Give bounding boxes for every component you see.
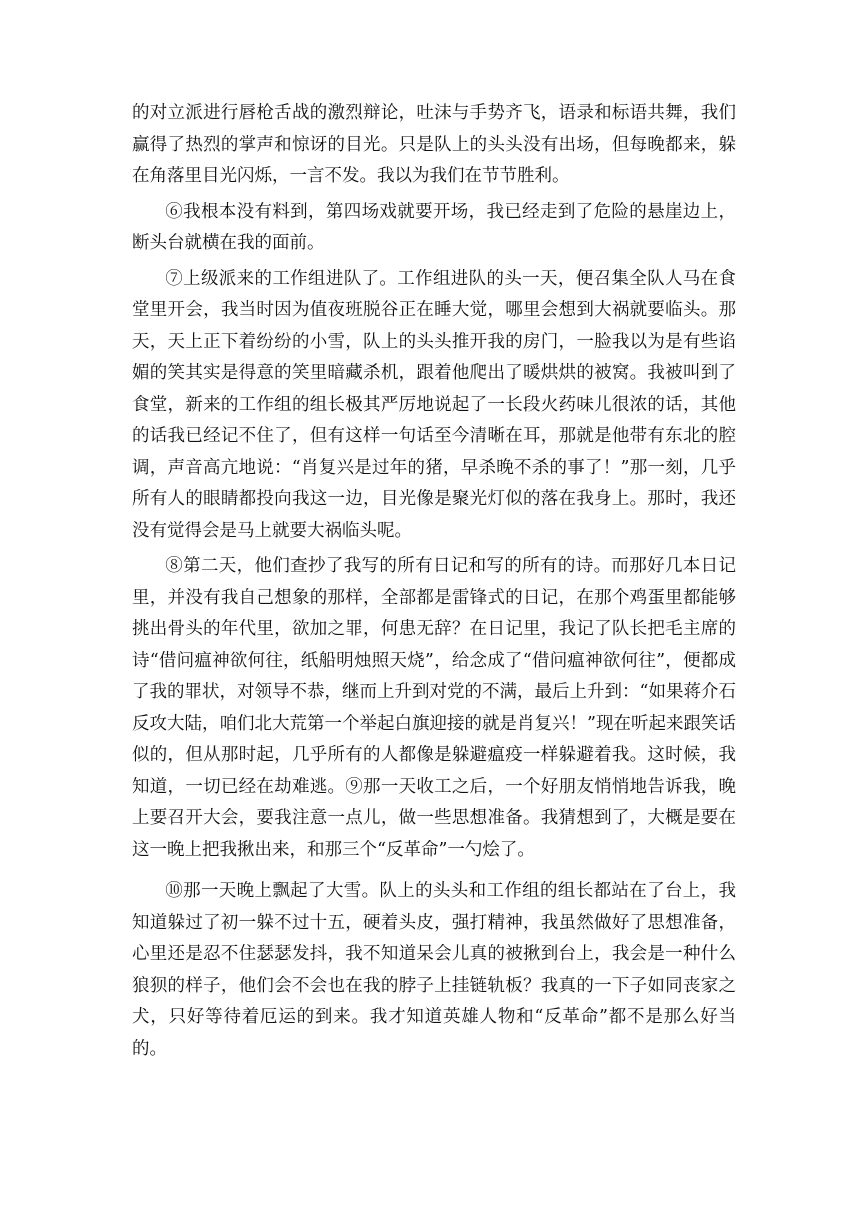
paragraph-10: ⑩那一天晚上飘起了大雪。队上的头头和工作组的组长都站在了台上，我知道躲过了初一躲不过十五，硬着头皮，强打精神，我虽然做好了思想准备，心里还是忍不住瑟瑟发抖，我不知道呆会儿真的被揪到台上，我会是一种什么狼狈的样子，他们会不会也在我的脖子上挂链轨板？我真的一下子如同丧家之犬，只好等待着厄运的到来。我才知道英雄人物和“反革命”都不是那么好当的。 (132, 881, 736, 1059)
paragraph-8-9: ⑧第二天，他们查抄了我写的所有日记和写的所有的诗。而那好几本日记里，并没有我自己想象的那样，全部都是雷锋式的日记，在那个鸡蛋里都能够挑出骨头的年代里，欲加之罪，何患无辞？在日记里，我记了队长把毛主席的诗“借问瘟神欲何往，纸船明烛照天烧”，给念成了“借问瘟神欲何往”，便都成了我的罪状，对领导不恭，继而上升到对党的不满，最后上升到：“如果蒋介石反攻大陆，咱们北大荒第一个举起白旗迎接的就是肖复兴！”现在听起来跟笑话似的，但从那时起，几乎所有的人都像是躲避瘟疫一样躲避着我。这时候，我知道，一切已经在劫难逃。⑨那一天收工之后，一个好朋友悄悄地告诉我，晚上要召开大会，要我注意一点儿，做一些思想准备。我猜想到了，大概是要在这一晚上把我揪出来，和那三个“反革命”一勺烩了。 (132, 556, 736, 860)
article-body (132, 98, 736, 1069)
paragraph-7: ⑦上级派来的工作组进队了。工作组进队的头一天，便召集全队人马在食堂里开会，我当时因为值夜班脱谷正在睡大觉，哪里会想到大祸就要临头。那天，天上正下着纷纷的小雪，队上的头头推开我的房门，一脸我以为是有些谄媚的笑其实是得意的笑里暗藏杀机，跟着他爬出了暖烘烘的被窝。我被叫到了食堂，新来的工作组的组长极其严厉地说起了一长段火药味儿很浓的话，其他的话我已经记不住了，但有这样一句话至今清晰在耳，那就是他带有东北的腔调，声音高亢地说：“肖复兴是过年的猪，早杀晚不杀的事了！”那一刻，几乎所有人的眼睛都投向我这一边，目光像是聚光灯似的落在我身上。那时，我还没有觉得会是马上就要大祸临头呢。 (132, 268, 736, 541)
paragraph-continuation: 的对立派进行唇枪舌战的激烈辩论，吐沫与手势齐飞，语录和标语共舞，我们赢得了热烈的掌声和惊讶的目光。只是队上的头头没有出场，但每晚都来，躲在角落里目光闪烁，一言不发。我以为我们在节节胜利。 (132, 103, 736, 186)
paragraph-6: ⑥我根本没有料到，第四场戏就要开场，我已经走到了危险的悬崖边上，断头台就横在我的面前。 (132, 201, 736, 253)
